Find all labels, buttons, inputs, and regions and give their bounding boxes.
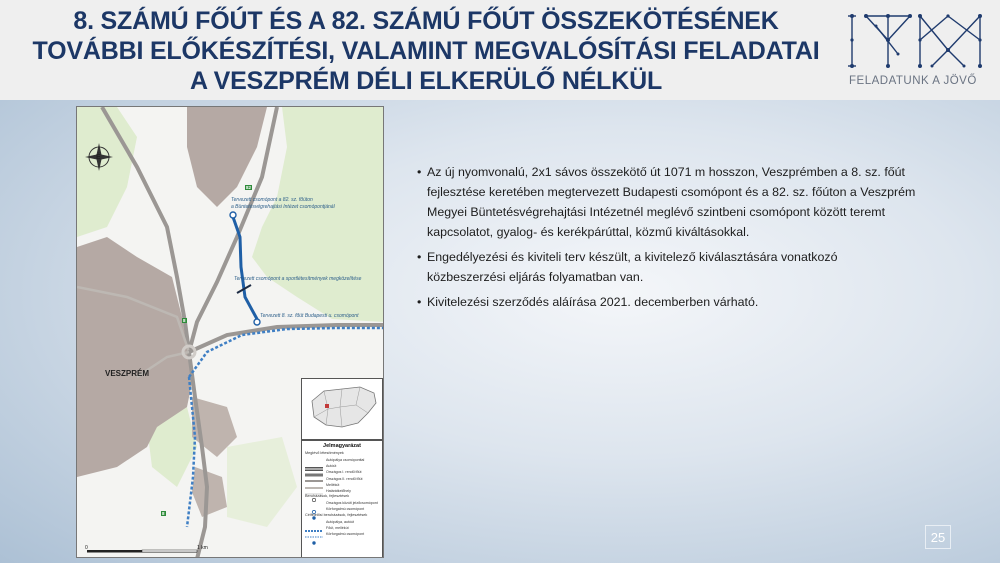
- legend-label: Országos II. rendű főút: [326, 476, 363, 481]
- route-map: [76, 106, 384, 558]
- legend-label: Autópálya, autóút: [326, 519, 354, 524]
- road-badge-8-north: 8: [183, 318, 186, 323]
- bullet-text-2: Engedélyezési és kiviteli terv készült, a kivitelező kiválasztására vonatkozó közbeszerzési eljárás folyamatban van.: [427, 250, 838, 284]
- legend-section-heading: Beruházások, fejlesztések: [305, 494, 350, 499]
- bullet-item: [417, 162, 917, 242]
- content-bullets: [417, 162, 917, 317]
- legend-ring-icon: [305, 507, 323, 511]
- legend-section-heading: Célfelelősi beruházások, fejlesztések: [305, 512, 368, 517]
- legend-title: Jelmagyarázat: [323, 443, 361, 449]
- bullet-text-3: Kivitelezési szerződés aláírása 2021. decemberben várható.: [427, 295, 759, 309]
- title-line-3: A VESZPRÉM DÉLI ELKERÜLŐ NÉLKÜL: [189, 67, 663, 95]
- legend-ring-icon: [305, 532, 323, 536]
- title-line-2: TOVÁBBI ELŐKÉSZÍTÉSI, VALAMINT MEGVALÓSÍTÁSI FELADATAI: [32, 37, 820, 65]
- bullet-marker: •: [417, 250, 422, 264]
- legend-dashed2-icon: [305, 526, 323, 530]
- legend-expressway-icon: [305, 464, 323, 468]
- bullet-item: [417, 247, 917, 287]
- legend-label: Körforgalmú csomópont: [326, 507, 365, 512]
- annotation-sport-node: Tervezett csomópont a sportlétesítmények megközelítése: [234, 276, 362, 282]
- road-badge-8-south: 8: [162, 511, 165, 516]
- annotation-82-node-2: a Büntetésvégrehajtási Intézet csomópontjánál: [231, 204, 335, 210]
- logo-tagline: FELADATUNK A JÖVŐ: [849, 75, 977, 87]
- legend-label: Országos I. rendű főút: [326, 470, 362, 475]
- legend-node-icon: [305, 501, 323, 505]
- legend-label: Országos közúti jelzőcsomópont: [326, 501, 378, 506]
- legend-primary-icon: [305, 470, 323, 474]
- bullet-item: [417, 292, 917, 312]
- legend-section-heading: Meglévő létesítmények: [305, 451, 344, 455]
- legend-dashed-icon: [305, 520, 323, 524]
- map-legend: [301, 440, 383, 558]
- road-badge-82: 82: [246, 185, 252, 190]
- slide-title: [10, 6, 842, 96]
- header-bar: [0, 0, 1000, 100]
- title-line-1: 8. SZÁMÚ FŐÚT ÉS A 82. SZÁMÚ FŐÚT ÖSSZEKÖTÉSÉNEK: [73, 7, 779, 35]
- legend-motorway-icon: [305, 458, 323, 462]
- page-number: 25: [925, 525, 951, 549]
- legend-label: Autóút: [326, 464, 337, 469]
- legend-rows: [305, 451, 379, 537]
- legend-label: Főút, mellékút: [326, 525, 349, 530]
- legend-label: Mellékút: [326, 482, 340, 487]
- annotation-82-node-1: Tervezett csomópont a 82. sz. főúton: [231, 197, 313, 203]
- city-label: VESZPRÉM: [105, 369, 150, 378]
- north-arrow-icon: É: [96, 154, 101, 161]
- annotation-budapesti-node: Tervezett 8. sz. főút Budapesti u. csomópont: [260, 313, 359, 319]
- hungary-inset-map: [301, 378, 383, 440]
- legend-label: Határátkelőhely: [326, 489, 351, 494]
- legend-minor-icon: [305, 483, 323, 487]
- scale-start: 0: [85, 545, 88, 551]
- bullet-text-1: Az új nyomvonalú, 2x1 sávos összekötő út 1071 m hosszon, Veszprémben a 8. sz. főút fejlesztése keretében megtervezett Budapesti csomópont és a 82. sz. főúton a Veszprém Megyei Büntetésvégrehajtási Intézetnél meglévő szintbeni csomópont között teremt kapcsolatot, gyalog- és kerékpárúttal, közmű kiváltásokkal.: [427, 165, 916, 239]
- legend-border-icon: [305, 489, 323, 493]
- scale-end: 1 km: [197, 545, 208, 551]
- bullet-marker: •: [417, 165, 422, 179]
- legend-label: Körforgalmú csomópont: [326, 531, 365, 536]
- legend-label: Autópálya csomóponttal: [326, 458, 365, 463]
- bullet-marker: •: [417, 295, 422, 309]
- legend-secondary-icon: [305, 477, 323, 481]
